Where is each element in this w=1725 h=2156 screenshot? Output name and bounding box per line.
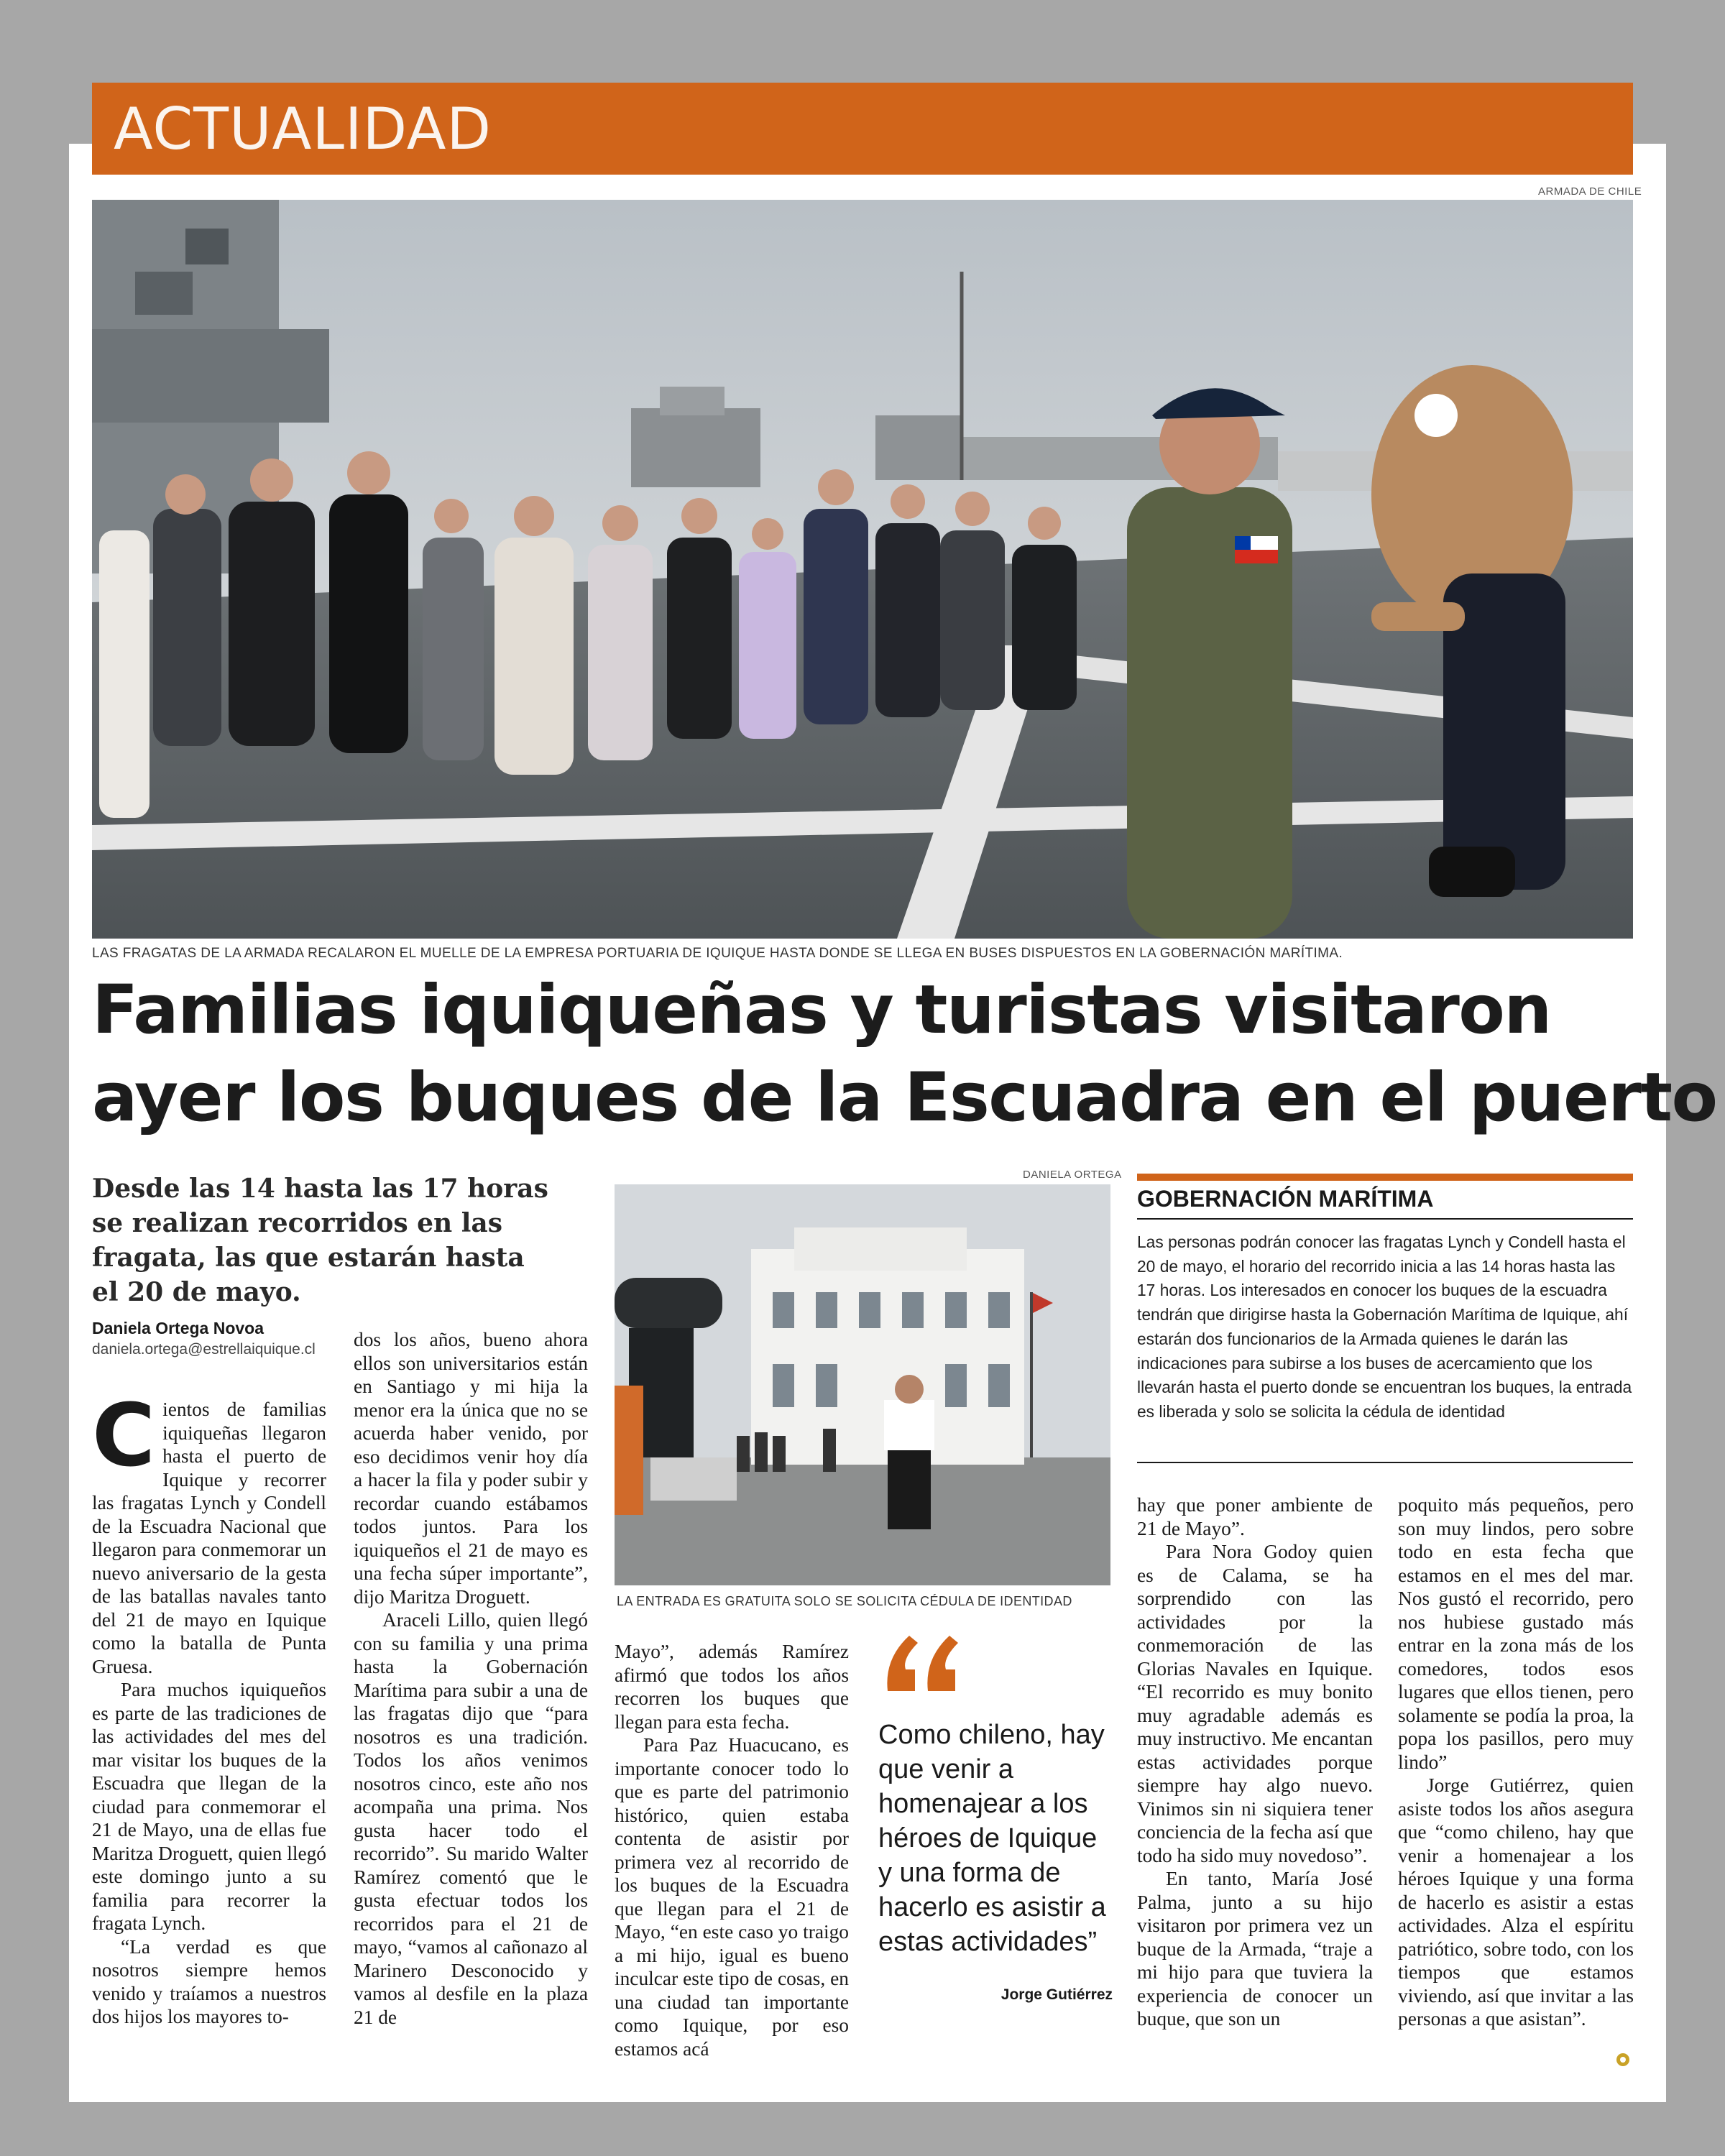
pull-quote-author: Jorge Gutiérrez bbox=[1000, 1986, 1113, 2003]
column-1-paragraph: Cientos de familias iquiqueñas llegaron hasta el puerto de Iquique y recorrer las fragatas Lynch y Condell de la Escuadra Nacional que llegaron para conmemorar un nuevo aniversario de la gesta de las batallas navales tanto del 21 de mayo en Iquique como la batalla de Punta Gruesa. bbox=[92, 1398, 326, 1677]
column-3-paragraph: Mayo”, además Ramírez afirmó que todos los años recorren los buques que llegan para esta fecha. bbox=[615, 1641, 849, 1733]
article-column-4 bbox=[1137, 1493, 1373, 2070]
column-5-paragraph: Jorge Gutiérrez, quien asiste todos los años asegura que “como chileno, hay que venir a homenajear a los héroes Iquique y una forma de hacerlo es asistir a estas actividades. Alza el espíritu patriótico, sobre todo, con los tiempos que estamos viviendo, así que invitar a las personas a que asistan”. bbox=[1398, 1774, 1634, 2030]
column-2-paragraph: Araceli Lillo, quien llegó con su familia y una prima hasta la Gobernación Marítima para subir a una de las fragatas dijo que “para nosotros es una tradición. Todos los años venimos nosotros cinco, este año nos acompaña una prima. Nos gusta hacer todo el recorrido”. Su marido Walter Ramírez comentó que le gusta efectuar todos los recorridos para el 21 de mayo, “vamos al cañonazo al Marinero Desconocido y vamos al desfile en la plaza 21 de bbox=[354, 1609, 588, 2028]
column-3-paragraph: Para Paz Huacucano, es importante conocer todo lo que es parte del patrimonio histórico, quien estaba contenta de asistir por primera vez al recorrido de los buques de la Escuadra que llegan para el 21 de Mayo, “en este caso yo traigo a mi hijo, igual es bueno inculcar este tipo de cosas, en una ciudad tan importante como Iquique, por eso estamos acá bbox=[615, 1734, 849, 2060]
section-header-bar bbox=[92, 83, 1633, 175]
article-end-icon bbox=[1616, 2053, 1630, 2067]
article-column-5 bbox=[1398, 1493, 1634, 2070]
sidebar-accent-rule bbox=[1137, 1174, 1633, 1181]
author-email: daniela.ortega@estrellaiquique.cl bbox=[92, 1341, 316, 1358]
second-photo-credit: DANIELA ORTEGA bbox=[1023, 1169, 1122, 1181]
column-1-paragraph: Para muchos iquiqueños es parte de las tradiciones de las actividades del mes del mar visitar los buques de la Escuadra que llegan de la ciudad para conmemorar el 21 de Mayo, una de ellas fue Maritza Droguett, quien llegó este domingo junto a su familia para recorrer la fragata Lynch. bbox=[92, 1679, 326, 1934]
column-1-paragraph: “La verdad es que nosotros siempre hemos venido y traíamos a nuestros dos hijos los mayores to- bbox=[92, 1935, 326, 2027]
sidebar-text: Las personas podrán conocer las fragatas Lynch y Condell hasta el 20 de mayo, el horario del recorrido inicia a las 14 horas hasta las 17 horas. Los interesados en conocer los buques de la escuadra tendrán que dirigirse hasta la Gobernación Marítima de Iquique, ahí estarán dos funcionarios de la Armada quienes le darán las indicaciones para subirse a los buses de acercamiento que los llevarán hasta el puerto donde se encuentran los buques, la entrada es liberada y solo se solicita la cédula de identidad bbox=[1137, 1233, 1632, 1421]
headline-line-2: ayer los buques de la Escuadra en el puerto bbox=[92, 1059, 1717, 1137]
sidebar-bottom-divider bbox=[1137, 1462, 1633, 1463]
sidebar-title: GOBERNACIÓN MARÍTIMA bbox=[1137, 1186, 1434, 1212]
column-2-paragraph: dos los años, bueno ahora ellos son universitarios están en Santiago y mi hija la menor era la única que no se acuerda haber venido, por eso decidimos venir hoy día a hacer la fila y poder subir y recordar cuando estábamos todos juntos. Para los iquiqueños el 21 de mayo es una fecha súper importante”, dijo Maritza Droguett. bbox=[354, 1329, 588, 1608]
headline-line-1: Familias iquiqueñas y turistas visitaron bbox=[92, 971, 1551, 1049]
headline bbox=[92, 967, 1717, 1142]
second-photo-gobernacion bbox=[615, 1184, 1110, 1585]
author-name: Daniela Ortega Novoa bbox=[92, 1319, 264, 1337]
main-photo-frigate-deck bbox=[92, 200, 1633, 939]
article-column-1 bbox=[92, 1398, 326, 2070]
byline bbox=[92, 1319, 316, 1358]
column-5-paragraph: poquito más pequeños, pero son muy lindos, pero sobre todo en esta fecha que estamos en el mes del mar. Nos gustó el recorrido, pero nos hubiese gustado más entrar en la zona más de los comedores, todos esos lugares que ellos tienen, pero solamente se podía la proa, la popa los pasillos, pero muy lindo” bbox=[1398, 1494, 1634, 1773]
column-4-paragraph: Para Nora Godoy quien es de Calama, se ha sorprendido con las actividades por la conmemoración de las Glorias Navales en Iquique. “El recorrido es muy bonito muy agradable además es muy instructivo. Me encantan estas actividades porque siempre hay algo nuevo. Vinimos sin ni siquiera tener conciencia de la fecha así que todo ha sido muy novedoso”. bbox=[1137, 1541, 1373, 1866]
column-4-paragraph: En tanto, María José Palma, junto a su hijo visitaron por primera vez un buque de la Armada, “traje a mi hijo para que tuviera la experiencia de conocer un buque, que son un bbox=[1137, 1868, 1373, 2030]
sidebar-divider bbox=[1137, 1218, 1633, 1220]
article-column-2 bbox=[354, 1328, 588, 2070]
main-photo-credit: ARMADA DE CHILE bbox=[1538, 185, 1642, 198]
column-4-paragraph: hay que poner ambiente de 21 de Mayo”. bbox=[1137, 1494, 1373, 1539]
section-label: ACTUALIDAD bbox=[114, 96, 492, 162]
second-photo-caption: LA ENTRADA ES GRATUITA SOLO SE SOLICITA CÉDULA DE IDENTIDAD bbox=[617, 1594, 1072, 1608]
article-column-3 bbox=[615, 1640, 849, 2070]
pull-quote-text: Como chileno, hay que venir a homenajear a los héroes de Iquique y una forma de hacerlo es asistir a estas actividades” bbox=[878, 1720, 1106, 1957]
subheadline: Desde las 14 hasta las 17 horas se realizan recorridos en las fragata, las que estarán hasta el 20 de mayo. bbox=[92, 1174, 548, 1307]
quote-mark-icon bbox=[880, 1630, 967, 1695]
main-photo-caption: LAS FRAGATAS DE LA ARMADA RECALARON EL MUELLE DE LA EMPRESA PORTUARIA DE IQUIQUE HASTA DONDE SE LLEGA EN BUSES DISPUESTOS EN LA GOBERNACIÓN MARÍTIMA. bbox=[92, 946, 1343, 961]
